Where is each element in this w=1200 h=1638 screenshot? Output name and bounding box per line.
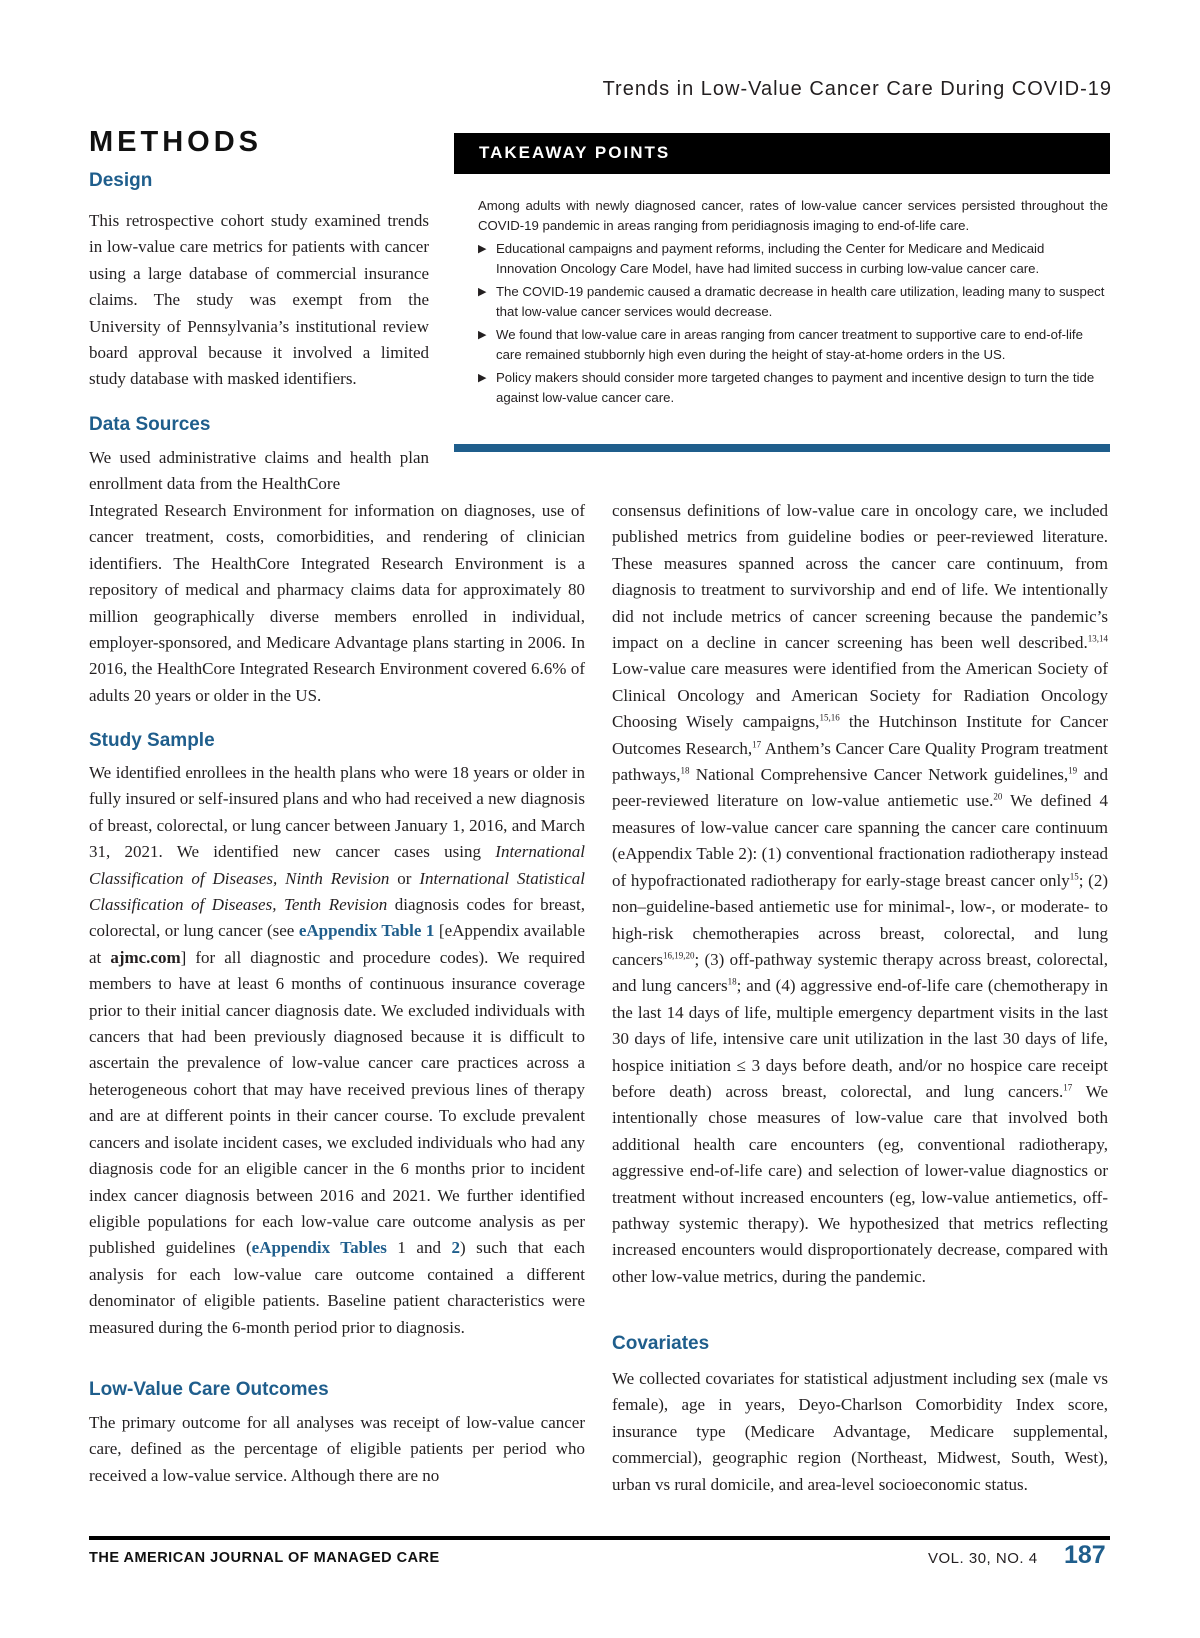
takeaway-bullet (478, 282, 1108, 322)
triangle-bullet-icon: ▶ (478, 372, 487, 384)
data-sources-paragraph: Integrated Research Environment for information on diagnoses, use of cancer treatment, costs, comorbidities, and rendering of clinician identifiers. The HealthCore Integrated Research Environment is a repository of medical and pharmacy claims data for approximately 80 million geographically diverse members enrolled in individual, employer-sponsored, and Medicare Advantage plans starting in 2006. In 2016, the HealthCore Integrated Research Environment covered 6.6% of adults 20 years or older in the US. (89, 501, 585, 705)
section-title: METHODS (89, 126, 262, 158)
takeaway-bottom-rule (454, 444, 1110, 452)
covariates-paragraph: We collected covariates for statistical adjustment including sex (male vs female), age in years, Deyo-Charlson Comorbidity Index score, insurance type (Medicare Advantage, Medicare supplemental, commercial), geographic region (Northeast, Midwest, South, West), urban vs rural domicile, and area-level socioeconomic status. (612, 1369, 1108, 1494)
takeaway-intro: Among adults with newly diagnosed cancer, rates of low-value cancer services persisted throughout the COVID-19 pandemic in areas ranging from peridiagnosis imaging to end-of-life care. (478, 198, 1108, 233)
design-paragraph: This retrospective cohort study examined trends in low-value care metrics for patients with cancer using a large database of commercial insurance claims. The study was exempt from the University of Pennsylvania’s institutional review board approval because it involved a limited study database with masked identifiers. (89, 211, 429, 389)
takeaway-title: TAKEAWAY POINTS (479, 143, 671, 162)
outcomes-heading: Low-Value Care Outcomes (89, 1379, 329, 1400)
volume-issue: VOL. 30, NO. 4 (928, 1550, 1038, 1567)
takeaway-bullet-text: We found that low-value care in areas ranging from cancer treatment to supportive care to end-of-life care remained stubbornly high even during the height of stay-at-home orders in the US. (496, 327, 1083, 362)
study-sample-paragraph: We identified enrollees in the health plans who were 18 years or older in fully insured or self-insured plans and who had received a new diagnosis of breast, colorectal, or lung cancer between January 1, 2016, and March 31, 2021. We identified new cancer cases using International Classification of Diseases, Ninth Revision or International Statistical Classification of Diseases, Tenth Revision diagnosis codes for breast, colorectal, or lung cancer (see eAppendix Table 1 [eAppendix available at ajmc.com] for all diagnostic and procedure codes). We required members to have at least 6 months of continuous insurance coverage prior to their initial cancer diagnosis date. We excluded individuals with cancers that had been previously diagnosed because it is difficult to ascertain the prevalence of low-value cancer care practices across a heterogeneous cohort that may have received previous lines of therapy and are at different points in their cancer course. To exclude prevalent cancers and isolate incident cases, we excluded individuals who had any diagnosis code for an eligible cancer in the 6 months prior to incident index cancer diagnosis between 2016 and 2021. We further identified eligible populations for each low-value care outcome analysis as per published guidelines (eAppendix Tables 1 and 2) such that each analysis for each low-value care outcome contained a different denominator of eligible patients. Baseline patient characteristics were measured during the 6-month period prior to diagnosis. (89, 763, 586, 1337)
eappendix-tables-link[interactable]: eAppendix Tables (251, 1238, 387, 1258)
outcomes-paragraph: The primary outcome for all analyses was receipt of low-value cancer care, defined as the percentage of eligible patients per period who received a low-value service. Although there are no (89, 1413, 585, 1485)
ajmc-link[interactable]: ajmc.com (110, 947, 181, 967)
data-sources-paragraph-start: We used administrative claims and health plan enrollment data from the HealthCore (89, 448, 429, 494)
takeaway-bullet-text: The COVID-19 pandemic caused a dramatic decrease in health care utilization, leading many to suspect that low-value cancer services would decrease. (496, 284, 1105, 319)
eappendix-table-1-link[interactable]: eAppendix Table 1 (298, 921, 435, 941)
takeaway-bullet-text: Educational campaigns and payment reforms, including the Center for Medicare and Medicaid Innovation Oncology Care Model, have had limited success in curbing low-value cancer care. (496, 241, 1045, 276)
data-sources-heading: Data Sources (89, 414, 211, 435)
page-number: 187 (1064, 1541, 1106, 1569)
takeaway-bullet-text: Policy makers should consider more targeted changes to payment and incentive design to turn the tide against low-value cancer care. (496, 370, 1095, 405)
running-head: Trends in Low-Value Cancer Care During COVID-19 (602, 78, 1112, 100)
takeaway-bullet (478, 368, 1108, 408)
outcomes-continued-paragraph: consensus definitions of low-value care in oncology care, we included published metrics from guideline bodies or peer-reviewed literature. These measures spanned across the cancer care continuum, from diagnosis to treatment to survivorship and end of life. We intentionally did not include metrics of cancer screening because the pandemic’s impact on a decline in cancer screening has been well described.$^{13,14}$ Low-value care measures were identified from the American Society of Clinical Oncology and American Society for Radiation Oncology Choosing Wisely campaigns,$^{15,16}$ the Hutchinson Institute for Cancer Outcomes Research,$^{17}$ Anthem’s Cancer Care Quality Program treatment pathways,$^{18}$ National Comprehensive Cancer Network guidelines,$^{19}$ and peer-reviewed literature on low-value antiemetic use.$^{20}$ We defined 4 measures of low-value cancer care spanning the cancer care continuum (eAppendix Table 2): (1) conventional fractionation radiotherapy instead of hypofractionated radiotherapy for early-stage breast cancer only$^{15}$; (2) non–guideline-based antiemetic use for minimal-, low-, or moderate- to high-risk chemotherapies across breast, colorectal, and lung cancers$^{16,19,20}$; (3) off-pathway systemic therapy across breast, colorectal, and lung cancers$^{18}$; and (4) aggressive end-of-life care (chemotherapy in the last 14 days of life, multiple emergency department visits in the last 30 days of life, intensive care unit utilization in the last 30 days of life, hospice initiation ≤ 3 days before death, and/or no hospice care receipt before death) across breast, colorectal, and lung cancers.$^{17}$ We intentionally chose measures of low-value care that involved both additional health care encounters (eg, conventional radiotherapy, aggressive end-of-life care) and selection of lower-value diagnostics or treatment without increased encounters (eg, low-value antiemetics, off-pathway systemic therapy). We hypothesized that metrics reflecting increased encounters would disproportionately decrease, compared with other low-value metrics, during the pandemic. (612, 501, 1109, 1286)
covariates-heading: Covariates (612, 1333, 710, 1354)
takeaway-header-bar (454, 133, 1110, 174)
takeaway-bullet (478, 325, 1108, 365)
design-heading: Design (89, 170, 153, 191)
takeaway-bullet (478, 239, 1108, 279)
journal-name: THE AMERICAN JOURNAL OF MANAGED CARE (89, 1550, 440, 1566)
footer-rule (89, 1536, 1110, 1540)
study-sample-heading: Study Sample (89, 730, 215, 751)
triangle-bullet-icon: ▶ (478, 243, 487, 255)
eappendix-table-2-link[interactable]: 2 (451, 1238, 460, 1258)
takeaway-box (478, 196, 1108, 411)
triangle-bullet-icon: ▶ (478, 329, 487, 341)
triangle-bullet-icon: ▶ (478, 286, 487, 298)
